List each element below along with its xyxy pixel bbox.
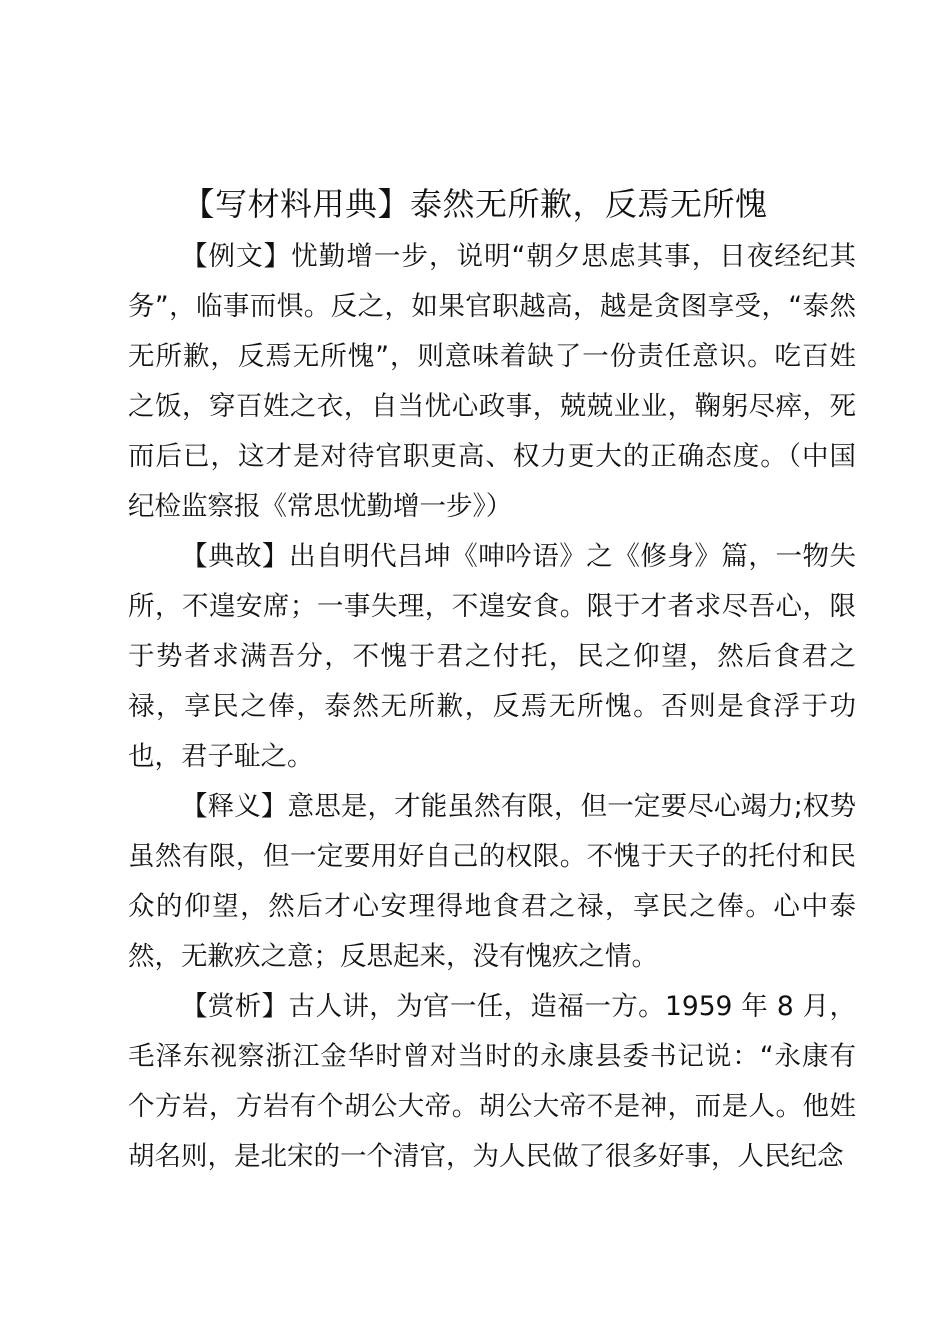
paragraph-example: 【例文】忧勤增一步，说明“朝夕思虑其事，日夜经纪其务”，临事而惧。反之，如果官职越高，越是贪图享受，“泰然无所歉，反焉无所愧”，则意味着缺了一份责任意识。吃百姓之饭，穿百姓之衣，自当忧心政事，兢兢业业，鞠躬尽瘁，死而后已，这才是对待官职更高、权力更大的正确态度。（中国纪检监察报《常思忧勤增一步》） — [128, 241, 856, 522]
paragraph-meaning: 【释义】意思是，才能虽然有限，但一定要尽心竭力;权势虽然有限，但一定要用好自己的权限。不愧于天子的托付和民众的仰望，然后才心安理得地食君之禄，享民之俸。心中泰然，无歉疚之意；反思起来，没有愧疚之情。 — [128, 791, 856, 972]
paragraph-allusion: 【典故】出自明代吕坤《呻吟语》之《修身》篇，一物失所，不遑安席；一事失理，不遑安食。限于才者求尽吾心，限于势者求满吾分，不愧于君之付托，民之仰望，然后食君之禄，享民之俸，泰然无所歉，反焉无所愧。否则是食浮于功也，君子耻之。 — [128, 541, 856, 772]
paragraph-appreciation: 【赏析】古人讲，为官一任，造福一方。1959 年 8 月，毛泽东视察浙江金华时曾对当时的永康县委书记说：“永康有个方岩，方岩有个胡公大帝。胡公大帝不是神，而是人。他姓胡名则，是北宋的一个清官，为人民做了很多好事，人民纪念 — [128, 991, 856, 1172]
document-body — [128, 232, 856, 1182]
document-title: 【写材料用典】泰然无所歉，反焉无所愧 — [182, 185, 768, 223]
